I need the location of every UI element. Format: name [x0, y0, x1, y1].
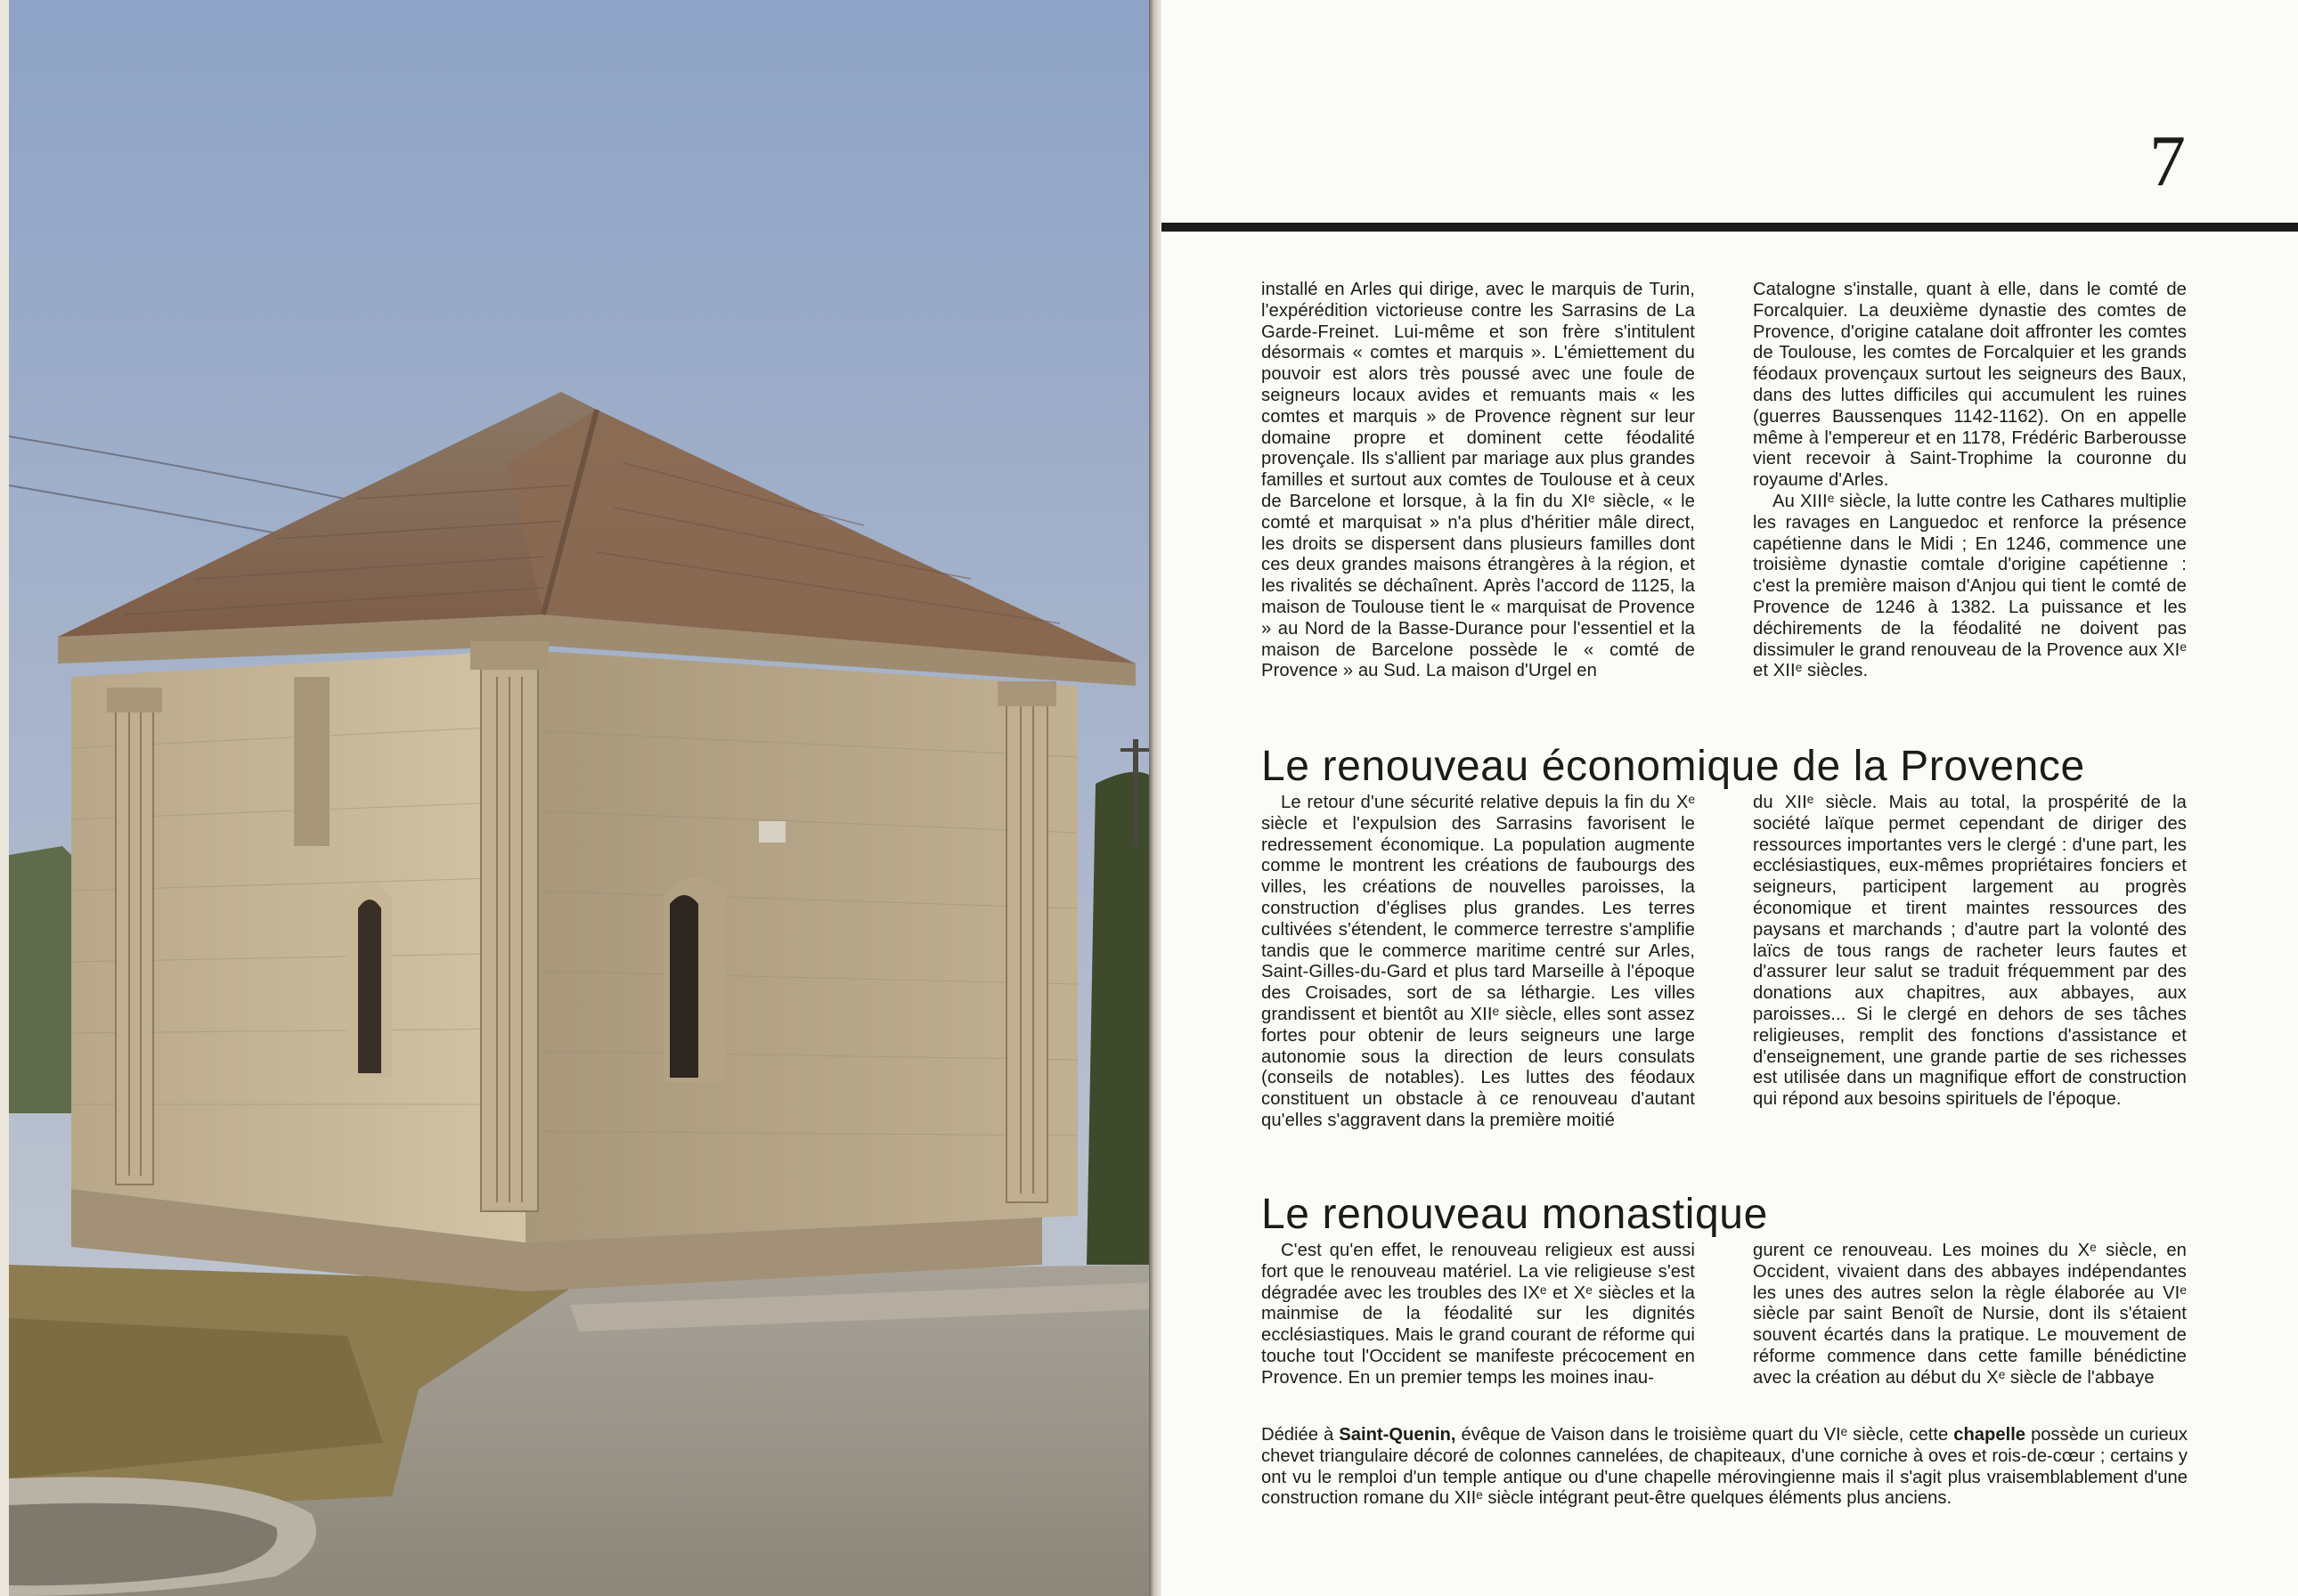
economic-column-1 — [1261, 793, 1695, 1132]
caption-pre: Dédiée à — [1261, 1425, 1340, 1445]
top-rule — [1161, 223, 2298, 232]
caption-saint: Saint-Quenin, — [1339, 1425, 1456, 1445]
monastic-col2-text: gurent ce renouveau. Les moines du Xᵉ siècle, en Occident, vivaient dans des abbayes indépendantes les unes des autres selon la règle élaborée au VIᵉ siècle par saint Benoît de Nursie, dont ils s'étaient souvent écartés dans la pratique. Le mouvement de réforme commence dans cette famille bénédictine avec la création au début du Xᵉ siècle de l'abbaye — [1753, 1241, 2187, 1388]
photo-caption — [1261, 1425, 2188, 1510]
heading-economic: Le renouveau économique de la Provence — [1261, 743, 2085, 790]
page-gutter — [1149, 0, 1161, 1596]
page-number: 7 — [2149, 120, 2186, 201]
economic-col2-text: du XIIᵉ siècle. Mais au total, la prospérité de la société laïque permet cependant de diriger des ressources importantes vers le clergé : d'une part, les ecclésiastiques, eux-mêmes propriétaires fonciers et seigneurs, participent largement au progrès économique et tirent maintes ressources des paysans et marchands ; d'autre part la volonté des laïcs de tous rangs de racheter leurs fautes et d'assurer leur salut se traduit fréquemment par des donations aux chapitres, aux abbayes, aux paroisses... Si le clergé en dehors de ses tâches religieuses, remplit des fonctions d'assistance et d'enseignement, une grande partie de ses richesses est utilisée dans un magnifique effort de construction qui répond aux besoins spirituels de l'époque. — [1753, 793, 2187, 1110]
intro-col1-text: installé en Arles qui dirige, avec le marquis de Turin, l'expérédition victorieuse contre les Sarrasins de La Garde-Freinet. Lui-même et son frère s'intitulent désormais « comtes et marquis ». L'émiettement du pouvoir est alors très poussé avec une foule de seigneurs locaux avides et remuants mais « les comtes et marquis » de Provence règnent sur leur domaine propre et dominent cette féodalité provençale. Ils s'allient par mariage aux plus grandes familles et surtout aux comtes de Toulouse et à ceux de Barcelone et lorsque, à la fin du XIᵉ siècle, « le comté et marquisat » n'a plus d'héritier mâle direct, les droits se dispersent dans plusieurs familles dont ces deux grandes maisons étrangères à la région, et les rivalités se déchaînent. Après l'accord de 1125, la maison de Toulouse tient le « marquisat de Provence » au Nord de la Basse-Durance pour l'essentiel et la maison de Barcelone possède le « comté de Provence » au Sud. La maison d'Urgel en — [1261, 280, 1695, 681]
intro-column-2 — [1753, 280, 2187, 682]
right-page — [1161, 0, 2298, 1596]
heading-monastic: Le renouveau monastique — [1261, 1191, 1768, 1238]
economic-column-2 — [1753, 793, 2187, 1111]
monastic-column-2 — [1753, 1241, 2187, 1389]
intro-col2-paragraph-2: Au XIIIᵉ siècle, la lutte contre les Cathares multiplie les ravages en Languedoc et renforce la présence capétienne dans le Midi ; En 1246, commence une troisième dynastie comtale d'origine capétienne : c'est la première maison d'Anjou qui tient le comté de Provence de 1246 à 1382. La puissance et les déchirements de la féodalité ne doivent pas dissimuler le grand renouveau de la Provence aux XIᵉ et XIIᵉ siècles. — [1753, 491, 2187, 681]
caption-mid: évêque de Vaison dans le troisième quart du VIᵉ siècle, cette — [1455, 1425, 1954, 1445]
intro-col2-paragraph-1: Catalogne s'installe, quant à elle, dans le comté de Forcalquier. La deuxième dynastie des comtes de Provence, d'origine catalane doit affronter les comtes de Toulouse, les comtes de Forcalquier et les grands féodaux provençaux surtout les seigneurs des Baux, dans des luttes difficiles qui accumulent les ruines (guerres Baussenques 1142-1162). On en appelle même à l'empereur et en 1178, Frédéric Barberousse vient recevoir à Saint-Trophime la couronne du royaume d'Arles. — [1753, 280, 2187, 491]
caption-chapel: chapelle — [1953, 1425, 2026, 1445]
caption-post: possède un curieux chevet triangulaire décoré de colonnes cannelées, de chapiteaux, d'une corniche à oves et rois-de-cœur ; certains y ont vu le remploi d'un temple antique ou d'une chapelle mérovingienne mais il s'agit plus vraisemblablement d'une construction romane du XIIᵉ siècle intégrant peut-être quelques éléments plus anciens. — [1261, 1425, 2188, 1509]
monastic-col1-text: C'est qu'en effet, le renouveau religieux est aussi fort que le renouveau matériel. La vie religieuse s'est dégradée avec les troubles des IXᵉ et Xᵉ siècles et la mainmise de la féodalité sur les dignités ecclésiastiques. Mais le grand courant de réforme qui touche tout l'Occident se manifeste précocement en Provence. En un premier temps les moines inau- — [1261, 1241, 1695, 1388]
economic-col1-text: Le retour d'une sécurité relative depuis la fin du Xᵉ siècle et l'expulsion des Sarrasins favorisent le redressement économique. La population augmente comme le montrent les créations de faubourgs des villes, les créations de nouvelles paroisses, la construction d'églises plus grandes. Les terres cultivées s'étendent, le commerce terrestre s'amplifie tandis que le commerce maritime centré sur Arles, Saint-Gilles-du-Gard et plus tard Marseille à l'époque des Croisades, sort de sa léthargie. Les villes grandissent et bientôt au XIIᵉ siècle, elles sont assez fortes pour obtenir de leurs seigneurs une large autonomie sous la direction de leurs consulats (conseils de notables). Les luttes des féodaux constituent un obstacle à ce renouveau d'autant qu'elles s'aggravent dans la première moitié — [1261, 793, 1695, 1130]
caption-text — [1261, 1425, 2188, 1510]
chapel-photograph — [9, 0, 1149, 1596]
intro-column-1 — [1261, 280, 1695, 682]
monastic-column-1 — [1261, 1241, 1695, 1389]
